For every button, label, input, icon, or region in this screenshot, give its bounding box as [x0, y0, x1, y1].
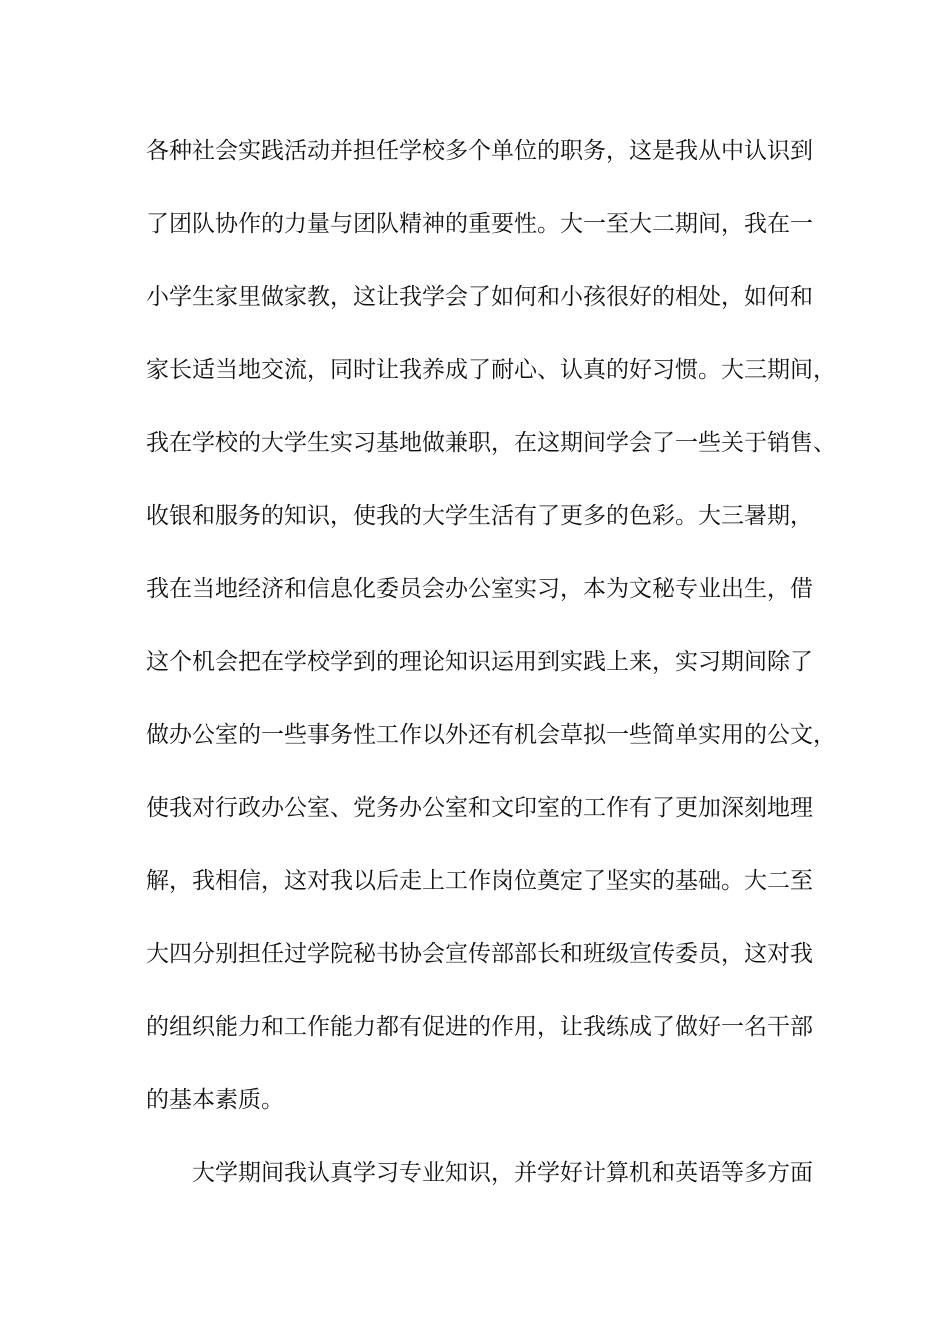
text-line: 的组织能力和工作能力都有促进的作用，让我练成了做好一名干部: [146, 1014, 813, 1040]
text-line: 各种社会实践活动并担任学校多个单位的职务，这是我从中认识到: [146, 138, 813, 164]
text-line: 我在当地经济和信息化委员会办公室实习，本为文秘专业出生，借: [146, 576, 813, 602]
text-line: 这个机会把在学校学到的理论知识运用到实践上来，实习期间除了: [146, 649, 813, 675]
body-text: [146, 132, 836, 1227]
text-line: 做办公室的一些事务性工作以外还有机会草拟一些简单实用的公文，: [146, 722, 836, 748]
text-line: 我在学校的大学生实习基地做兼职，在这期间学会了一些关于销售、: [146, 430, 836, 456]
text-line: 收银和服务的知识，使我的大学生活有了更多的色彩。大三暑期，: [146, 503, 813, 529]
text-line: 了团队协作的力量与团队精神的重要性。大一至大二期间，我在一: [146, 211, 813, 237]
text-line: 的基本素质。: [146, 1087, 284, 1113]
text-line: 大四分别担任过学院秘书协会宣传部部长和班级宣传委员，这对我: [146, 941, 813, 967]
text-line: 解，我相信，这对我以后走上工作岗位奠定了坚实的基础。大二至: [146, 868, 813, 894]
text-line: 使我对行政办公室、党务办公室和文印室的工作有了更加深刻地理: [146, 795, 813, 821]
text-line: 家长适当地交流，同时让我养成了耐心、认真的好习惯。大三期间，: [146, 357, 836, 383]
paragraph-start-line: 大学期间我认真学习专业知识，并学好计算机和英语等多方面: [192, 1160, 813, 1186]
text-line: 小学生家里做家教，这让我学会了如何和小孩很好的相处，如何和: [146, 284, 813, 310]
